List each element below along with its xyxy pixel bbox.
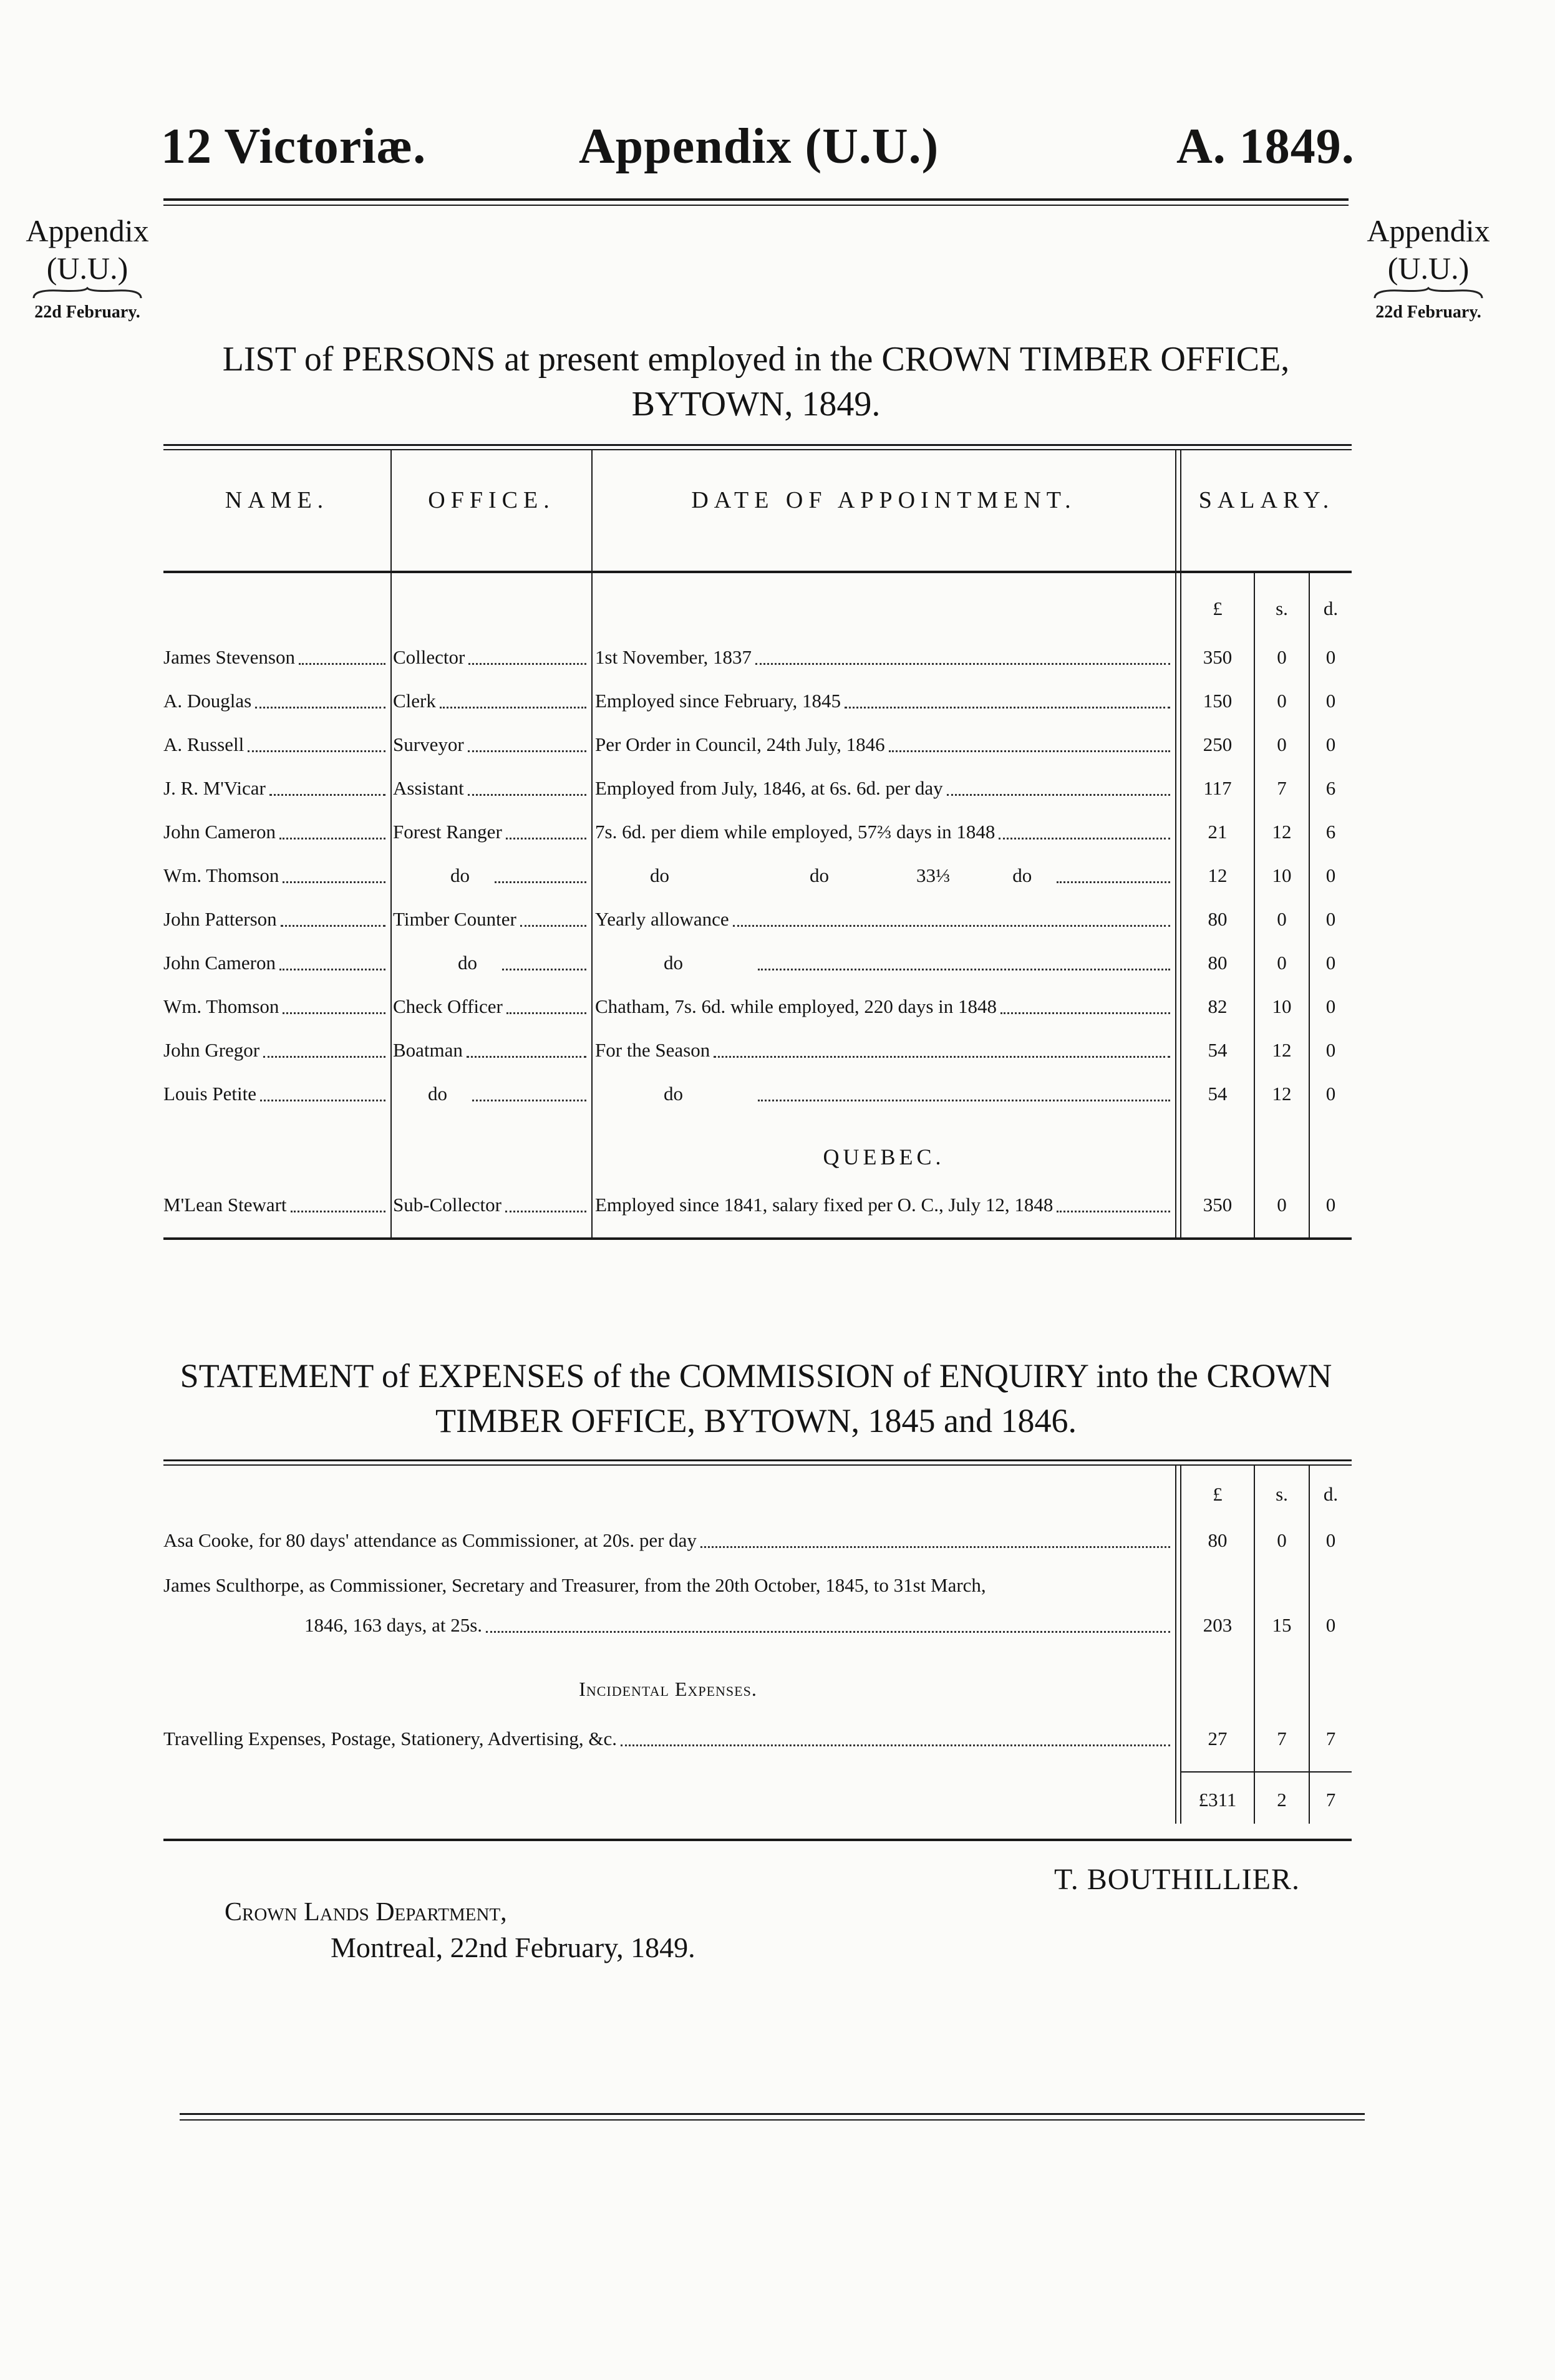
salary-pounds: 150 <box>1203 690 1233 712</box>
total-pence: 7 <box>1325 1789 1336 1811</box>
statement-col-divider-b <box>1180 1466 1181 1824</box>
list-title-line2: BYTOWN, 1849. <box>631 385 881 423</box>
table-row <box>0 727 1555 762</box>
unit-pence: d. <box>1323 1483 1339 1505</box>
salary-pence: 0 <box>1325 646 1336 668</box>
salary-pounds: 54 <box>1208 1083 1228 1105</box>
unit-shillings: s. <box>1276 1483 1288 1505</box>
ditto-mark: do <box>810 864 829 886</box>
salary-shillings: 12 <box>1272 1083 1292 1105</box>
salary-pence: 0 <box>1325 733 1336 755</box>
appointment-date: For the Season <box>595 1039 710 1061</box>
expense-pence: 7 <box>1325 1728 1336 1749</box>
margin-note-uu: (U.U.) <box>1387 251 1470 286</box>
salary-shillings: 0 <box>1277 646 1287 668</box>
list-title-line1: LIST of PERSONS at present employed in the CROWN TIMBER OFFICE, <box>222 340 1290 379</box>
unit-pounds: £ <box>1213 597 1223 619</box>
salary-shillings: 0 <box>1277 1194 1287 1216</box>
person-office: Forest Ranger <box>393 821 502 843</box>
appointment-date: Yearly allowance <box>595 908 729 930</box>
statement-title-line2: TIMBER OFFICE, BYTOWN, 1845 and 1846. <box>435 1402 1077 1439</box>
person-office: Sub-Collector <box>393 1194 501 1216</box>
person-office: Collector <box>393 646 465 668</box>
list-title <box>163 337 1349 427</box>
statement-title <box>163 1353 1349 1443</box>
person-name: J. R. M'Vicar <box>163 777 266 799</box>
days-count: 33⅓ <box>916 864 951 886</box>
ditto-mark: do <box>650 864 669 886</box>
table-top-rule-2 <box>163 449 1352 450</box>
person-name: Wm. Thomson <box>163 864 279 886</box>
expense-shillings: 15 <box>1272 1614 1292 1636</box>
salary-pounds: 54 <box>1208 1039 1228 1061</box>
person-office: Assistant <box>393 777 464 799</box>
person-office: Clerk <box>393 690 436 712</box>
header-left: 12 Victoriæ. <box>161 119 427 174</box>
expense-pounds: 80 <box>1208 1529 1228 1551</box>
salary-pence: 0 <box>1325 1194 1336 1216</box>
salary-shillings: 7 <box>1277 777 1287 799</box>
margin-note-left <box>12 212 162 323</box>
table-head-rule <box>163 571 1352 573</box>
table-row <box>0 989 1555 1024</box>
table-row <box>0 771 1555 806</box>
margin-note-right <box>1354 212 1503 323</box>
place-date: Montreal, 22nd February, 1849. <box>331 1932 695 1963</box>
person-office: Timber Counter <box>393 908 516 930</box>
department-name: Crown Lands Department, <box>225 1898 507 1927</box>
statement-title-line1: STATEMENT of EXPENSES of the COMMISSION of ENQUIRY into the CROWN <box>180 1357 1332 1395</box>
salary-pounds: 350 <box>1203 1194 1233 1216</box>
person-name: John Gregor <box>163 1039 260 1061</box>
salary-shillings: 10 <box>1272 995 1292 1017</box>
brace-icon <box>31 287 143 299</box>
margin-note-date: 22d February. <box>34 302 140 322</box>
expense-description: Asa Cooke, for 80 days' attendance as Commissioner, at 20s. per day <box>163 1529 697 1551</box>
appointment-date: 1st November, 1837 <box>595 646 752 668</box>
expense-pence: 0 <box>1325 1529 1336 1551</box>
margin-note-appendix: Appendix <box>26 213 149 248</box>
statement-top-rule-2 <box>163 1464 1352 1466</box>
table-row <box>0 858 1555 893</box>
unit-pence: d. <box>1323 597 1339 619</box>
salary-shillings: 0 <box>1277 690 1287 712</box>
unit-shillings: s. <box>1276 597 1288 619</box>
salary-pounds: 250 <box>1203 733 1233 755</box>
salary-pounds: 12 <box>1208 864 1228 886</box>
salary-shillings: 0 <box>1277 952 1287 974</box>
appointment-date: 7s. 6d. per diem while employed, 57⅔ days in 1848 <box>595 821 995 843</box>
salary-pence: 6 <box>1325 821 1336 843</box>
quebec-heading: QUEBEC. <box>823 1144 945 1169</box>
salary-pounds: 350 <box>1203 646 1233 668</box>
appointment-date: do <box>664 1083 683 1105</box>
person-name: Louis Petite <box>163 1083 256 1105</box>
col-header-name: NAME. <box>225 487 329 513</box>
total-pounds: £311 <box>1198 1789 1237 1811</box>
margin-note-date: 22d February. <box>1375 302 1481 322</box>
statement-bottom-rule <box>163 1839 1352 1841</box>
salary-pence: 0 <box>1325 864 1336 886</box>
expense-shillings: 0 <box>1277 1529 1287 1551</box>
salary-pounds: 82 <box>1208 995 1228 1017</box>
margin-note-uu: (U.U.) <box>46 251 128 286</box>
person-office: Check Officer <box>393 995 503 1017</box>
salary-pence: 0 <box>1325 952 1336 974</box>
person-name: A. Russell <box>163 733 245 755</box>
footer-rule-top <box>180 2113 1365 2115</box>
person-office: do <box>450 864 470 886</box>
margin-note-appendix: Appendix <box>1367 213 1490 248</box>
expense-description: James Sculthorpe, as Commissioner, Secretary and Treasurer, from the 20th October, 1845, to 31st March, <box>163 1574 986 1596</box>
table-bottom-rule <box>163 1237 1352 1240</box>
salary-pounds: 117 <box>1203 777 1232 799</box>
salary-pounds: 80 <box>1208 908 1228 930</box>
expense-row <box>0 1608 1555 1643</box>
salary-pounds: 80 <box>1208 952 1228 974</box>
header-center: Appendix (U.U.) <box>579 119 939 174</box>
table-row <box>0 1188 1555 1222</box>
table-row <box>0 640 1555 675</box>
person-name: John Cameron <box>163 821 276 843</box>
expense-shillings: 7 <box>1277 1728 1287 1749</box>
person-name: John Patterson <box>163 908 277 930</box>
brace-icon <box>1372 287 1485 299</box>
expense-description-cont: 1846, 163 days, at 25s. <box>304 1614 483 1636</box>
expense-pence: 0 <box>1325 1614 1336 1636</box>
person-office: Surveyor <box>393 733 464 755</box>
table-row <box>0 684 1555 718</box>
salary-shillings: 10 <box>1272 864 1292 886</box>
appointment-date: Employed since February, 1845 <box>595 690 841 712</box>
person-office: do <box>428 1083 447 1105</box>
table-row <box>0 1076 1555 1111</box>
salary-pence: 0 <box>1325 1083 1336 1105</box>
appointment-date: Employed since 1841, salary fixed per O. C., July 12, 1848 <box>595 1194 1054 1216</box>
table-top-rule <box>163 444 1352 446</box>
incidental-heading: Incidental Expenses. <box>579 1678 757 1700</box>
salary-pence: 0 <box>1325 995 1336 1017</box>
expense-row <box>0 1523 1555 1558</box>
footer-rule-bottom <box>180 2119 1365 2121</box>
salary-shillings: 12 <box>1272 1039 1292 1061</box>
expense-row <box>0 1721 1555 1756</box>
appointment-date: Per Order in Council, 24th July, 1846 <box>595 733 885 755</box>
statement-col-divider-a <box>1175 1466 1176 1824</box>
header-rule-bottom <box>163 205 1349 206</box>
expense-row-line1 <box>0 1568 1555 1603</box>
salary-shillings: 12 <box>1272 821 1292 843</box>
expense-pounds: 27 <box>1208 1728 1228 1749</box>
salary-pence: 0 <box>1325 908 1336 930</box>
unit-pounds: £ <box>1213 1483 1223 1505</box>
statement-col-divider-s <box>1254 1466 1255 1824</box>
person-office: do <box>458 952 477 974</box>
table-row <box>0 1033 1555 1068</box>
table-row <box>0 946 1555 980</box>
total-shillings: 2 <box>1277 1789 1287 1811</box>
col-header-salary: SALARY. <box>1198 487 1335 513</box>
person-name: John Cameron <box>163 952 276 974</box>
total-rule <box>1181 1771 1352 1773</box>
statement-col-divider-d <box>1309 1466 1310 1824</box>
salary-pence: 6 <box>1325 777 1336 799</box>
table-row <box>0 902 1555 937</box>
expense-pounds: 203 <box>1203 1614 1233 1636</box>
col-header-office: OFFICE. <box>428 487 555 513</box>
signature-name: T. BOUTHILLIER. <box>1054 1863 1301 1896</box>
salary-pence: 0 <box>1325 1039 1336 1061</box>
person-name: James Stevenson <box>163 646 295 668</box>
salary-pence: 0 <box>1325 690 1336 712</box>
salary-shillings: 0 <box>1277 908 1287 930</box>
person-name: M'Lean Stewart <box>163 1194 287 1216</box>
ditto-mark: do <box>1012 864 1032 886</box>
expense-description: Travelling Expenses, Postage, Stationery, Advertising, &c. <box>163 1728 617 1749</box>
header-right: A. 1849. <box>1176 119 1355 174</box>
salary-pounds: 21 <box>1208 821 1228 843</box>
header-rule-top <box>163 198 1349 201</box>
person-name: Wm. Thomson <box>163 995 279 1017</box>
table-row <box>0 815 1555 849</box>
appointment-date: Employed from July, 1846, at 6s. 6d. per day <box>595 777 943 799</box>
person-name: A. Douglas <box>163 690 252 712</box>
total-row <box>0 1783 1555 1817</box>
statement-top-rule <box>163 1459 1352 1461</box>
col-header-date: DATE OF APPOINTMENT. <box>691 487 1077 513</box>
person-office: Boatman <box>393 1039 463 1061</box>
appointment-date: do <box>664 952 683 974</box>
appointment-date: Chatham, 7s. 6d. while employed, 220 days in 1848 <box>595 995 997 1017</box>
salary-shillings: 0 <box>1277 733 1287 755</box>
